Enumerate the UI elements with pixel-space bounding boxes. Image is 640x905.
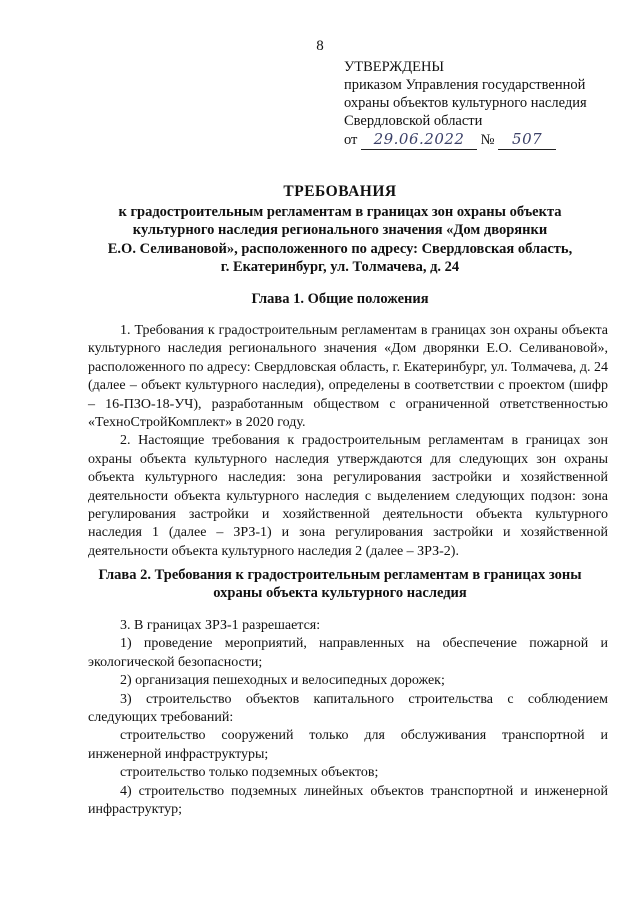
chapter-1-heading: Глава 1. Общие положения bbox=[251, 291, 429, 307]
chapter-2-body bbox=[88, 617, 608, 819]
paragraph-1: 1. Требования к градостроительным регламентам в границах зон охраны объекта культурного наследия регионального значения «Дом дворянки Е.О. Селивановой», расположенного по адресу: Свердловская область, г. Екатеринбург, ул. Толмачева, д. 24 (далее – объект культурного наследия), определены в соответствии с проектом (шифр – 16-ПЗО-18-УЧ), разработанным обществом с ограниченной ответственностью «ТехноСтройКомплект» в 2020 году. bbox=[88, 323, 608, 431]
document-title bbox=[60, 183, 620, 277]
approval-date-number-row bbox=[344, 130, 614, 150]
list-item-2: 2) организация пешеходных и велосипедных дорожек; bbox=[120, 673, 445, 689]
approval-line-2: охраны объектов культурного наследия bbox=[344, 95, 587, 111]
approval-stamp-block bbox=[344, 58, 614, 150]
list-item-3-sub-2: строительство только подземных объектов; bbox=[120, 765, 379, 781]
number-field bbox=[498, 130, 556, 150]
page-number: 8 bbox=[316, 38, 324, 54]
list-item-3: 3) строительство объектов капитального строительства с соблюдением следующих требований: bbox=[88, 691, 608, 726]
paragraph-3: 3. В границах ЗРЗ-1 разрешается: bbox=[120, 618, 321, 633]
number-prefix: № bbox=[480, 132, 495, 148]
approval-line-1: приказом Управления государственной bbox=[344, 77, 586, 93]
approval-heading: УТВЕРЖДЕНЫ bbox=[344, 59, 445, 75]
chapter-2-heading-line-2: охраны объекта культурного наследия bbox=[213, 585, 467, 601]
list-item-1: 1) проведение мероприятий, направленных на обеспечение пожарной и экологической безопасности; bbox=[88, 636, 608, 670]
date-prefix: от bbox=[344, 132, 358, 148]
chapter-1-body bbox=[88, 322, 608, 561]
title-main: ТРЕБОВАНИЯ bbox=[283, 183, 397, 200]
handwritten-date: 29.06.2022 bbox=[373, 130, 465, 148]
date-field bbox=[361, 130, 477, 150]
handwritten-number: 507 bbox=[512, 130, 543, 148]
list-item-4: 4) строительство подземных линейных объектов транспортной и инженерной инфраструктур; bbox=[88, 783, 608, 818]
approval-line-3: Свердловской области bbox=[344, 113, 483, 129]
title-line-1: к градостроительным регламентам в границах зон охраны объекта bbox=[118, 203, 562, 220]
title-line-2: культурного наследия регионального значения «Дом дворянки bbox=[132, 222, 548, 238]
paragraph-2: 2. Настоящие требования к градостроительным регламентам в границах зон охраны объекта культурного наследия утверждаются для следующих зон охраны объекта культурного наследия: зона регулирования застройки и хозяйственной деятельности объекта культурного наследия с выделением следующих подзон: зона регулирования застройки и хозяйственной деятельности объекта культурного наследия 1 (далее – ЗРЗ-1) и зона регулирования застройки и хозяйственной деятельности объекта культурного наследия 2 (далее – ЗРЗ-2). bbox=[88, 433, 608, 559]
title-line-4: г. Екатеринбург, ул. Толмачева, д. 24 bbox=[220, 259, 460, 275]
chapter-2-heading bbox=[60, 566, 620, 602]
title-line-3: Е.О. Селивановой», расположенного по адресу: Свердловская область, bbox=[107, 240, 573, 257]
list-item-3-sub-1: строительство сооружений только для обслуживания транспортной и инженерной инфраструктуры; bbox=[88, 728, 608, 762]
chapter-2-heading-line-1: Глава 2. Требования к градостроительным регламентам в границах зоны bbox=[98, 567, 582, 583]
